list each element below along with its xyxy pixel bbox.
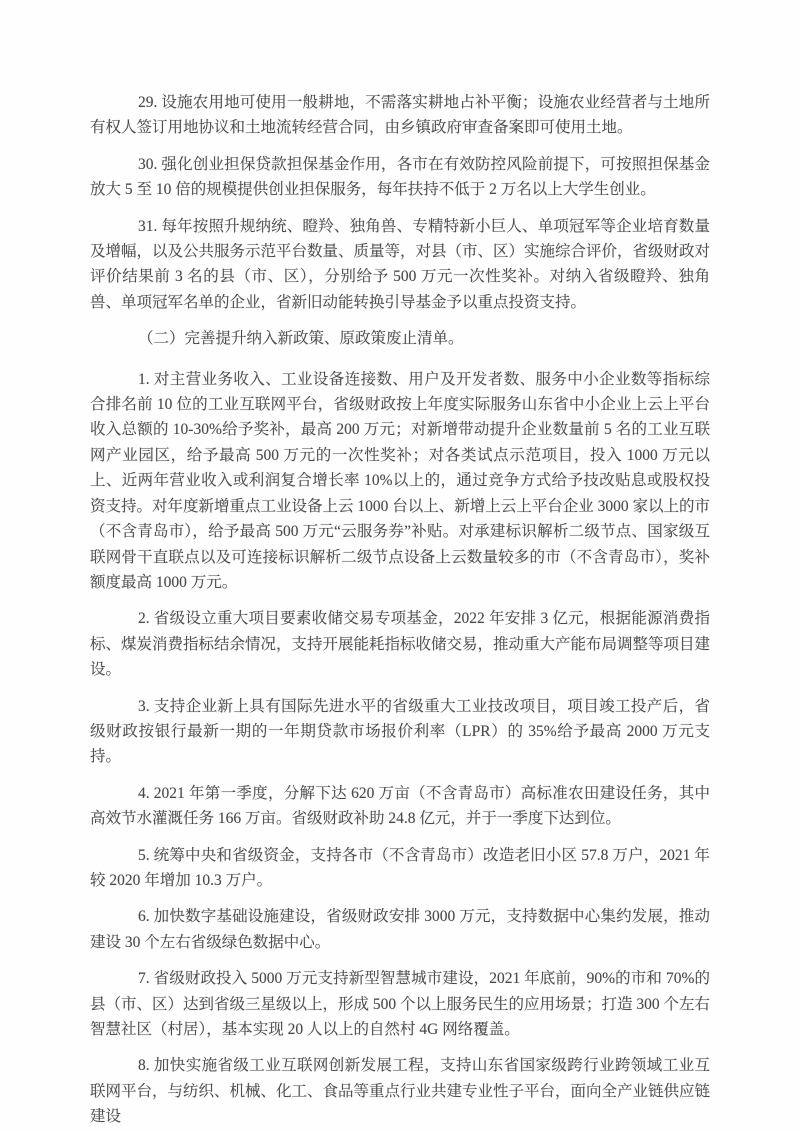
policy-item-8: 8. 加快实施省级工业互联网创新发展工程，支持山东省国家级跨行业跨领域工业互联网平台，与纺织、机械、化工、食品等重点行业共建专业性子平台，面向全产业链供应链建设 xyxy=(90,1057,711,1126)
policy-item-7: 7. 省级财政投入 5000 万元支持新型智慧城市建设，2021 年底前，90%的市和 70%的县（市、区）达到省级三星级以上，形成 500 个以上服务民生的应用场景；打造 300 个左右智慧社区（村居），基本实现 20 人以上的自然村 4G 网络覆盖。 xyxy=(90,970,711,1038)
policy-item-29: 29. 设施农用地可使用一般耕地，不需落实耕地占补平衡；设施农业经营者与土地所有权人签订用地协议和土地流转经营合同，由乡镇政府审查备案即可使用土地。 xyxy=(90,94,710,137)
policy-item-4: 4. 2021 年第一季度，分解下达 620 万亩（不含青岛市）高标准农田建设任务，其中高效节水灌溉任务 166 万亩。省级财政补助 24.8 亿元，并于一季度下达到位。 xyxy=(90,784,710,828)
section-2-heading: （二）完善提升纳入新政策、原政策废止清单。 xyxy=(138,330,464,348)
policy-item-31: 31. 每年按照升规纳统、瞪羚、独角兽、专精特新小巨人、单项冠军等企业培育数量及增幅，以及公共服务示范平台数量、质量等，对县（市、区）实施综合评价，省级财政对评价结果前 3 名的县（市、区），分别给予 500 万元一次性奖补。对纳入省级瞪羚、独角兽、单项冠军名单的企业，省新旧动能转换引导基金予以重点投资支持。 xyxy=(90,217,711,311)
policy-item-3: 3. 支持企业新上具有国际先进水平的省级重大工业技改项目，项目竣工投产后，省级财政按银行最新一期的一年期贷款市场报价利率（LPR）的 35%给予最高 2000 万元支持。 xyxy=(90,697,710,766)
policy-item-6: 6. 加快数字基础设施建设，省级财政安排 3000 万元，支持数据中心集约发展，推动建设 30 个左右省级绿色数据中心。 xyxy=(90,908,710,951)
policy-item-5: 5. 统筹中央和省级资金，支持各市（不含青岛市）改造老旧小区 57.8 万户，2021 年较 2020 年增加 10.3 万户。 xyxy=(90,846,710,889)
policy-item-1: 1. 对主营业务收入、工业设备连接数、用户及开发者数、服务中小企业数等指标综合排名前 10 位的工业互联网平台，省级财政按上年度实际服务山东省中小企业上云上平台收入总额的 10-30%给予奖补，最高 200 万元；对新增带动提升企业数量前 5 名的工业互联网产业园区，给予最高 500 万元的一次性奖补；对各类试点示范项目，投入 1000 万元以上、近两年营业收入或利润复合增长率 10%以上的，通过竞争方式给予技改贴息或股权投资支持。对年度新增重点工业设备上云 1000 台以上、新增上云上平台企业 3000 家以上的市（不含青岛市），给予最高 500 万元“云服务券”补贴。对承建标识解析二级节点、国家级互联网骨干直联点以及可连接标识解析二级节点设备上云数量较多的市（不含青岛市），奖补额度最高 1000 万元。 xyxy=(90,370,711,591)
policy-item-2: 2. 省级设立重大项目要素收储交易专项基金，2022 年安排 3 亿元，根据能源消费指标、煤炭消费指标结余情况，支持开展能耗指标收储交易，推动重大产能布局调整等项目建设。 xyxy=(90,610,711,679)
policy-item-30: 30. 强化创业担保贷款担保基金作用，各市在有效防控风险前提下，可按照担保基金放大 5 至 10 倍的规模提供创业担保服务，每年扶持不低于 2 万名以上大学生创业。 xyxy=(90,155,710,199)
